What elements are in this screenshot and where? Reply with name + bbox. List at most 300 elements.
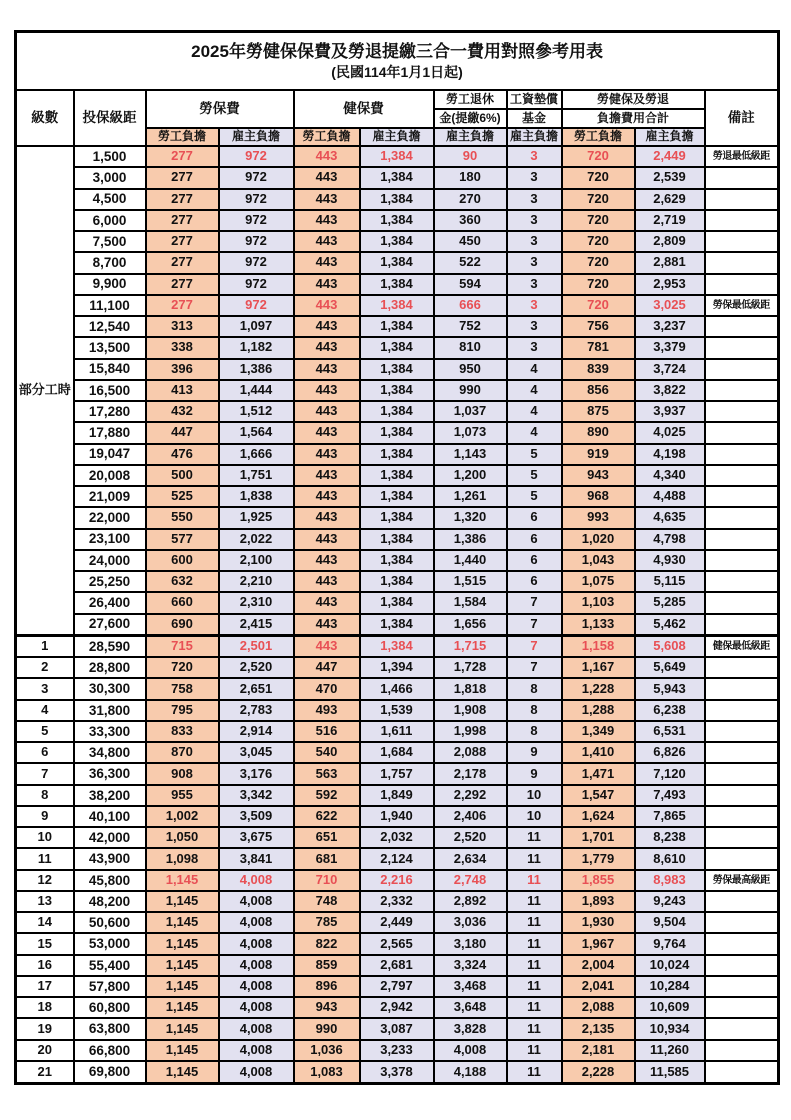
- cell-level: 18: [16, 997, 74, 1018]
- cell-labor-employer: 3,176: [219, 763, 294, 784]
- cell-remark: [705, 806, 779, 827]
- cell-fund-employer: 4: [507, 359, 562, 380]
- cell-remark: [705, 252, 779, 273]
- cell-remark: [705, 444, 779, 465]
- cell-fund-employer: 11: [507, 1040, 562, 1061]
- cell-fund-employer: 3: [507, 231, 562, 252]
- cell-total-employee: 1,288: [562, 700, 635, 721]
- cell-fund-employer: 3: [507, 252, 562, 273]
- header-row-1: [16, 90, 779, 109]
- cell-total-employer: 4,798: [635, 529, 705, 550]
- subheader-total-employee: 勞工負擔: [562, 128, 635, 146]
- cell-health-employee: 443: [294, 316, 360, 337]
- cell-health-employee: 443: [294, 486, 360, 507]
- cell-pension-employer: 1,037: [434, 401, 507, 422]
- cell-level: 3: [16, 678, 74, 699]
- cell-health-employer: 1,384: [360, 529, 434, 550]
- cell-total-employer: 2,539: [635, 167, 705, 188]
- cell-labor-employee: 338: [146, 337, 219, 358]
- cell-health-employer: 1,611: [360, 721, 434, 742]
- cell-pension-employer: 3,324: [434, 955, 507, 976]
- cell-health-employee: 443: [294, 274, 360, 295]
- cell-health-employee: 443: [294, 550, 360, 571]
- part-time-level-cell: 部分工時: [16, 146, 74, 635]
- cell-labor-employer: 4,008: [219, 933, 294, 954]
- table-row: [16, 571, 779, 592]
- cell-total-employer: 5,608: [635, 635, 705, 657]
- cell-bracket: 36,300: [74, 763, 146, 784]
- cell-remark: [705, 592, 779, 613]
- cell-pension-employer: 594: [434, 274, 507, 295]
- cell-labor-employer: 1,751: [219, 465, 294, 486]
- table-row: [16, 997, 779, 1018]
- cell-labor-employee: 1,002: [146, 806, 219, 827]
- cell-total-employee: 1,349: [562, 721, 635, 742]
- cell-total-employer: 4,198: [635, 444, 705, 465]
- cell-total-employer: 5,462: [635, 614, 705, 636]
- cell-fund-employer: 3: [507, 316, 562, 337]
- cell-total-employee: 2,088: [562, 997, 635, 1018]
- cell-total-employee: 1,075: [562, 571, 635, 592]
- cell-pension-employer: 1,584: [434, 592, 507, 613]
- cell-pension-employer: 3,036: [434, 912, 507, 933]
- cell-fund-employer: 6: [507, 507, 562, 528]
- cell-fund-employer: 11: [507, 933, 562, 954]
- cell-health-employee: 681: [294, 848, 360, 869]
- cell-total-employer: 2,881: [635, 252, 705, 273]
- cell-health-employee: 896: [294, 976, 360, 997]
- cell-bracket: 28,800: [74, 657, 146, 678]
- cell-bracket: 53,000: [74, 933, 146, 954]
- cell-remark: [705, 465, 779, 486]
- cell-total-employer: 2,449: [635, 146, 705, 167]
- cell-health-employer: 1,384: [360, 507, 434, 528]
- cell-pension-employer: 1,320: [434, 507, 507, 528]
- cell-remark: [705, 827, 779, 848]
- cell-labor-employer: 1,838: [219, 486, 294, 507]
- cell-pension-employer: 2,088: [434, 742, 507, 763]
- cell-total-employer: 11,585: [635, 1061, 705, 1084]
- cell-bracket: 25,250: [74, 571, 146, 592]
- cell-health-employer: 1,394: [360, 657, 434, 678]
- cell-labor-employer: 4,008: [219, 997, 294, 1018]
- cell-total-employee: 720: [562, 146, 635, 167]
- cell-pension-employer: 2,292: [434, 785, 507, 806]
- cell-pension-employer: 1,261: [434, 486, 507, 507]
- cell-total-employer: 4,930: [635, 550, 705, 571]
- cell-labor-employee: 277: [146, 295, 219, 316]
- subheader-fund-employer: 雇主負擔: [507, 128, 562, 146]
- table-row: [16, 146, 779, 167]
- cell-labor-employee: 577: [146, 529, 219, 550]
- cell-health-employer: 1,384: [360, 210, 434, 231]
- cell-health-employee: 443: [294, 507, 360, 528]
- cell-health-employee: 1,083: [294, 1061, 360, 1084]
- table-row: [16, 1040, 779, 1061]
- cell-total-employer: 3,937: [635, 401, 705, 422]
- cell-total-employer: 5,285: [635, 592, 705, 613]
- cell-total-employee: 890: [562, 422, 635, 443]
- cell-total-employee: 1,158: [562, 635, 635, 657]
- cell-labor-employee: 600: [146, 550, 219, 571]
- cell-labor-employee: 1,145: [146, 870, 219, 891]
- cell-labor-employer: 2,501: [219, 635, 294, 657]
- cell-total-employer: 3,237: [635, 316, 705, 337]
- cell-labor-employer: 1,182: [219, 337, 294, 358]
- cell-bracket: 27,600: [74, 614, 146, 636]
- cell-health-employee: 470: [294, 678, 360, 699]
- cell-health-employer: 2,942: [360, 997, 434, 1018]
- cell-total-employee: 2,004: [562, 955, 635, 976]
- table-row: [16, 614, 779, 636]
- cell-bracket: 63,800: [74, 1018, 146, 1039]
- cell-fund-employer: 11: [507, 976, 562, 997]
- cell-total-employee: 720: [562, 295, 635, 316]
- cell-bracket: 9,900: [74, 274, 146, 295]
- cell-fund-employer: 9: [507, 742, 562, 763]
- cell-health-employer: 1,384: [360, 146, 434, 167]
- cell-total-employee: 2,228: [562, 1061, 635, 1084]
- cell-total-employer: 2,629: [635, 189, 705, 210]
- cell-labor-employer: 972: [219, 210, 294, 231]
- cell-pension-employer: 2,892: [434, 891, 507, 912]
- cell-health-employer: 1,384: [360, 486, 434, 507]
- cell-total-employer: 3,724: [635, 359, 705, 380]
- cell-pension-employer: 1,656: [434, 614, 507, 636]
- cell-total-employee: 1,967: [562, 933, 635, 954]
- cell-health-employee: 443: [294, 592, 360, 613]
- cell-remark: [705, 700, 779, 721]
- cell-pension-employer: 1,386: [434, 529, 507, 550]
- cell-total-employee: 919: [562, 444, 635, 465]
- cell-pension-employer: 1,728: [434, 657, 507, 678]
- table-row: [16, 806, 779, 827]
- cell-labor-employee: 870: [146, 742, 219, 763]
- cell-remark: [705, 1040, 779, 1061]
- cell-fund-employer: 7: [507, 657, 562, 678]
- cell-total-employee: 1,624: [562, 806, 635, 827]
- cell-pension-employer: 4,188: [434, 1061, 507, 1084]
- cell-total-employer: 8,610: [635, 848, 705, 869]
- cell-fund-employer: 8: [507, 700, 562, 721]
- cell-level: 12: [16, 870, 74, 891]
- cell-bracket: 17,880: [74, 422, 146, 443]
- cell-total-employee: 1,779: [562, 848, 635, 869]
- cell-bracket: 34,800: [74, 742, 146, 763]
- cell-bracket: 50,600: [74, 912, 146, 933]
- cell-health-employee: 443: [294, 444, 360, 465]
- cell-labor-employer: 2,783: [219, 700, 294, 721]
- cell-level: 5: [16, 721, 74, 742]
- cell-total-employer: 6,238: [635, 700, 705, 721]
- cell-labor-employee: 1,050: [146, 827, 219, 848]
- cell-health-employee: 443: [294, 210, 360, 231]
- cell-fund-employer: 3: [507, 146, 562, 167]
- header-total-bottom: 負擔費用合計: [562, 109, 705, 128]
- cell-remark: [705, 955, 779, 976]
- cell-health-employee: 748: [294, 891, 360, 912]
- header-fund-bottom: 基金: [507, 109, 562, 128]
- cell-remark: [705, 891, 779, 912]
- cell-bracket: 6,000: [74, 210, 146, 231]
- cell-labor-employer: 4,008: [219, 955, 294, 976]
- cell-labor-employee: 1,145: [146, 912, 219, 933]
- table-row: [16, 231, 779, 252]
- cell-fund-employer: 7: [507, 592, 562, 613]
- cell-total-employer: 7,120: [635, 763, 705, 784]
- subheader-health-employer: 雇主負擔: [360, 128, 434, 146]
- cell-remark: [705, 763, 779, 784]
- cell-total-employee: 2,041: [562, 976, 635, 997]
- cell-level: 4: [16, 700, 74, 721]
- cell-pension-employer: 3,180: [434, 933, 507, 954]
- cell-pension-employer: 4,008: [434, 1040, 507, 1061]
- cell-labor-employer: 4,008: [219, 1018, 294, 1039]
- cell-total-employee: 875: [562, 401, 635, 422]
- cell-labor-employee: 277: [146, 274, 219, 295]
- cell-pension-employer: 522: [434, 252, 507, 273]
- cell-labor-employer: 1,925: [219, 507, 294, 528]
- table-row: [16, 635, 779, 657]
- cell-health-employer: 1,384: [360, 614, 434, 636]
- cell-health-employer: 1,384: [360, 380, 434, 401]
- cell-remark: 健保最低級距: [705, 635, 779, 657]
- cell-labor-employer: 972: [219, 167, 294, 188]
- cell-labor-employee: 277: [146, 252, 219, 273]
- cell-bracket: 22,000: [74, 507, 146, 528]
- cell-labor-employer: 1,666: [219, 444, 294, 465]
- cell-pension-employer: 1,440: [434, 550, 507, 571]
- cell-labor-employee: 277: [146, 189, 219, 210]
- cell-level: 21: [16, 1061, 74, 1084]
- cell-total-employee: 1,471: [562, 763, 635, 784]
- cell-level: 2: [16, 657, 74, 678]
- cell-remark: [705, 507, 779, 528]
- cell-level: 11: [16, 848, 74, 869]
- cell-total-employer: 6,531: [635, 721, 705, 742]
- cell-health-employee: 443: [294, 359, 360, 380]
- cell-total-employee: 720: [562, 252, 635, 273]
- cell-pension-employer: 3,468: [434, 976, 507, 997]
- cell-labor-employee: 1,145: [146, 933, 219, 954]
- cell-pension-employer: 1,818: [434, 678, 507, 699]
- cell-health-employer: 1,384: [360, 274, 434, 295]
- cell-health-employee: 443: [294, 231, 360, 252]
- cell-total-employee: 1,167: [562, 657, 635, 678]
- cell-labor-employee: 413: [146, 380, 219, 401]
- cell-remark: [705, 933, 779, 954]
- cell-labor-employee: 550: [146, 507, 219, 528]
- cell-fund-employer: 4: [507, 380, 562, 401]
- cell-remark: [705, 231, 779, 252]
- table-row: [16, 785, 779, 806]
- cell-fund-employer: 4: [507, 422, 562, 443]
- cell-remark: [705, 274, 779, 295]
- cell-total-employee: 839: [562, 359, 635, 380]
- cell-fund-employer: 6: [507, 550, 562, 571]
- table-row: [16, 316, 779, 337]
- cell-total-employee: 1,701: [562, 827, 635, 848]
- cell-pension-employer: 3,828: [434, 1018, 507, 1039]
- cell-bracket: 17,280: [74, 401, 146, 422]
- cell-pension-employer: 180: [434, 167, 507, 188]
- cell-pension-employer: 1,908: [434, 700, 507, 721]
- cell-remark: [705, 912, 779, 933]
- cell-labor-employer: 972: [219, 231, 294, 252]
- cell-fund-employer: 3: [507, 167, 562, 188]
- table-row: [16, 700, 779, 721]
- cell-remark: [705, 380, 779, 401]
- cell-health-employee: 785: [294, 912, 360, 933]
- cell-health-employee: 516: [294, 721, 360, 742]
- cell-pension-employer: 1,998: [434, 721, 507, 742]
- cell-labor-employer: 972: [219, 252, 294, 273]
- cell-fund-employer: 5: [507, 444, 562, 465]
- cell-labor-employer: 4,008: [219, 1040, 294, 1061]
- cell-labor-employee: 1,145: [146, 1040, 219, 1061]
- cell-total-employer: 10,284: [635, 976, 705, 997]
- cell-total-employee: 1,020: [562, 529, 635, 550]
- cell-total-employee: 1,043: [562, 550, 635, 571]
- cell-remark: [705, 721, 779, 742]
- cell-health-employee: 710: [294, 870, 360, 891]
- cell-labor-employer: 4,008: [219, 912, 294, 933]
- cell-health-employer: 2,681: [360, 955, 434, 976]
- cell-labor-employer: 3,675: [219, 827, 294, 848]
- cell-pension-employer: 270: [434, 189, 507, 210]
- cell-total-employer: 9,504: [635, 912, 705, 933]
- cell-labor-employee: 715: [146, 635, 219, 657]
- cell-pension-employer: 450: [434, 231, 507, 252]
- cell-health-employee: 443: [294, 529, 360, 550]
- cell-health-employer: 1,384: [360, 167, 434, 188]
- cell-health-employer: 1,384: [360, 337, 434, 358]
- cell-total-employer: 7,493: [635, 785, 705, 806]
- cell-health-employer: 2,797: [360, 976, 434, 997]
- cell-labor-employee: 396: [146, 359, 219, 380]
- cell-health-employee: 443: [294, 571, 360, 592]
- cell-fund-employer: 3: [507, 189, 562, 210]
- cell-total-employee: 720: [562, 167, 635, 188]
- cell-health-employer: 3,378: [360, 1061, 434, 1084]
- cell-total-employee: 720: [562, 274, 635, 295]
- cell-fund-employer: 3: [507, 210, 562, 231]
- cell-labor-employer: 2,651: [219, 678, 294, 699]
- cell-labor-employee: 908: [146, 763, 219, 784]
- cell-labor-employee: 447: [146, 422, 219, 443]
- cell-health-employer: 1,384: [360, 295, 434, 316]
- cell-bracket: 3,000: [74, 167, 146, 188]
- cell-labor-employee: 525: [146, 486, 219, 507]
- cell-health-employer: 1,384: [360, 231, 434, 252]
- cell-pension-employer: 1,200: [434, 465, 507, 486]
- cell-bracket: 45,800: [74, 870, 146, 891]
- cell-pension-employer: 666: [434, 295, 507, 316]
- table-row: [16, 955, 779, 976]
- cell-bracket: 57,800: [74, 976, 146, 997]
- cell-total-employer: 3,025: [635, 295, 705, 316]
- cell-fund-employer: 5: [507, 465, 562, 486]
- header-level: 級數: [16, 90, 74, 146]
- cell-pension-employer: 1,715: [434, 635, 507, 657]
- cell-level: 20: [16, 1040, 74, 1061]
- cell-labor-employer: 2,100: [219, 550, 294, 571]
- cell-labor-employee: 277: [146, 146, 219, 167]
- cell-labor-employer: 1,444: [219, 380, 294, 401]
- cell-bracket: 33,300: [74, 721, 146, 742]
- cell-labor-employee: 758: [146, 678, 219, 699]
- cell-fund-employer: 4: [507, 401, 562, 422]
- cell-total-employee: 781: [562, 337, 635, 358]
- cell-total-employee: 2,181: [562, 1040, 635, 1061]
- subheader-total-employer: 雇主負擔: [635, 128, 705, 146]
- cell-health-employer: 1,539: [360, 700, 434, 721]
- table-row: [16, 827, 779, 848]
- cell-labor-employee: 660: [146, 592, 219, 613]
- table-row: [16, 486, 779, 507]
- cell-health-employer: 1,384: [360, 571, 434, 592]
- table-row: [16, 912, 779, 933]
- cell-remark: [705, 422, 779, 443]
- cell-total-employer: 5,649: [635, 657, 705, 678]
- cell-bracket: 26,400: [74, 592, 146, 613]
- cell-health-employee: 651: [294, 827, 360, 848]
- cell-remark: [705, 401, 779, 422]
- cell-labor-employer: 2,022: [219, 529, 294, 550]
- cell-total-employer: 4,025: [635, 422, 705, 443]
- cell-health-employer: 1,384: [360, 189, 434, 210]
- cell-health-employer: 2,124: [360, 848, 434, 869]
- cell-total-employee: 968: [562, 486, 635, 507]
- cell-labor-employer: 1,097: [219, 316, 294, 337]
- cell-health-employer: 3,233: [360, 1040, 434, 1061]
- cell-labor-employee: 955: [146, 785, 219, 806]
- page-subtitle: (民國114年1月1日起): [331, 63, 463, 80]
- cell-health-employee: 443: [294, 295, 360, 316]
- cell-level: 14: [16, 912, 74, 933]
- cell-total-employee: 1,133: [562, 614, 635, 636]
- cell-labor-employee: 277: [146, 231, 219, 252]
- cell-remark: [705, 316, 779, 337]
- cell-health-employee: 443: [294, 146, 360, 167]
- cell-labor-employee: 833: [146, 721, 219, 742]
- cell-fund-employer: 9: [507, 763, 562, 784]
- cell-labor-employee: 277: [146, 167, 219, 188]
- cell-bracket: 23,100: [74, 529, 146, 550]
- cell-fund-employer: 11: [507, 848, 562, 869]
- cell-labor-employee: 1,145: [146, 976, 219, 997]
- cell-health-employee: 447: [294, 657, 360, 678]
- cell-remark: [705, 550, 779, 571]
- cell-labor-employer: 2,520: [219, 657, 294, 678]
- cell-pension-employer: 752: [434, 316, 507, 337]
- cell-health-employee: 443: [294, 337, 360, 358]
- cell-total-employer: 7,865: [635, 806, 705, 827]
- table-row: [16, 210, 779, 231]
- cell-health-employee: 563: [294, 763, 360, 784]
- page-title: 2025年勞健保保費及勞退提繳三合一費用對照參考用表: [191, 42, 603, 62]
- cell-bracket: 30,300: [74, 678, 146, 699]
- cell-bracket: 11,100: [74, 295, 146, 316]
- table-row: [16, 189, 779, 210]
- subheader-health-employee: 勞工負擔: [294, 128, 360, 146]
- cell-labor-employee: 1,145: [146, 1061, 219, 1084]
- cell-fund-employer: 6: [507, 571, 562, 592]
- cell-remark: [705, 210, 779, 231]
- cell-health-employee: 443: [294, 252, 360, 273]
- table-row: [16, 1061, 779, 1084]
- cell-remark: [705, 189, 779, 210]
